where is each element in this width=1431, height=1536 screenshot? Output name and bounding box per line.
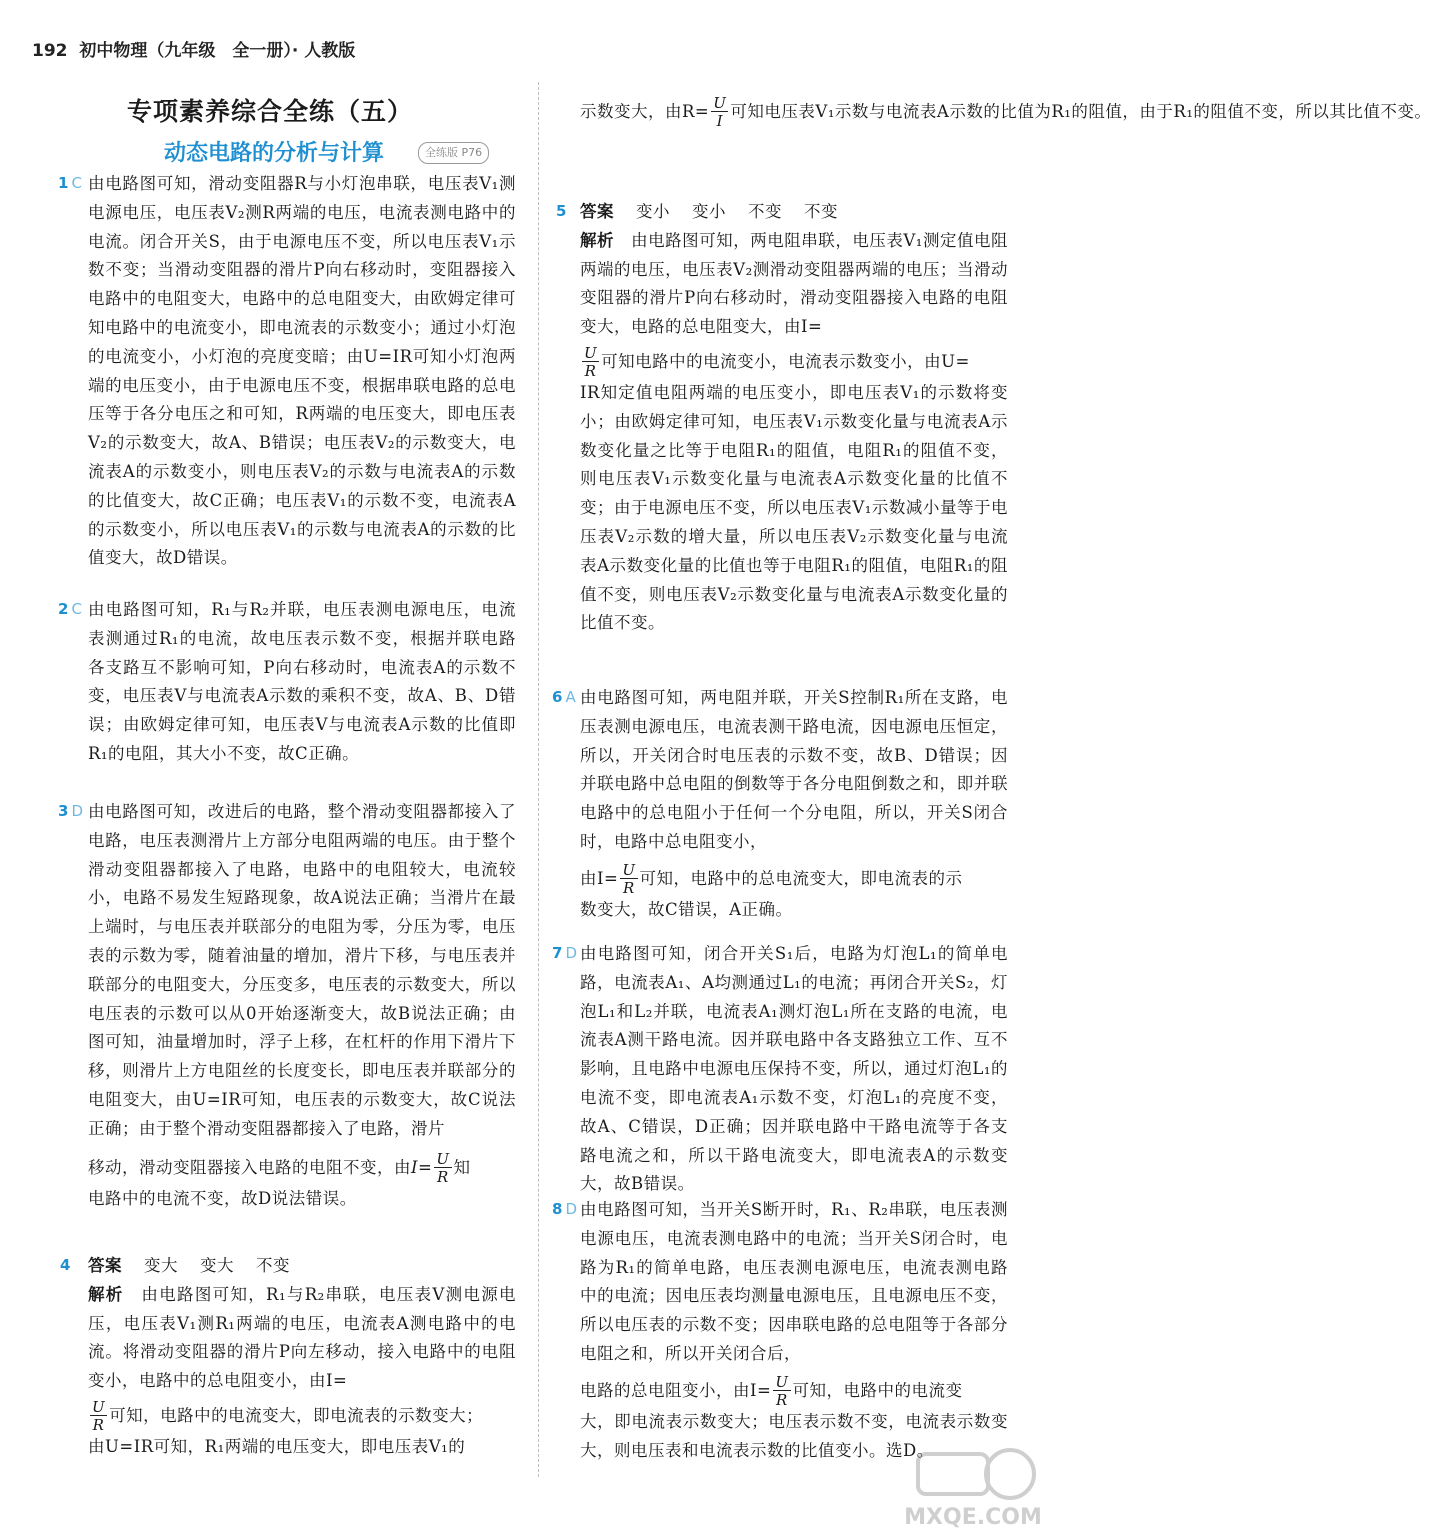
question-2-text: 由电路图可知，R₁与R₂并联，电压表测电源电压，电流表测通过R₁的电流，故电压表示数不变，根据并联电路各支路互不影响可知，P向右移动时，电流表A的示数不变，电压表V与电流表A示数的乘积不变，故A、B、D错误；由欧姆定律可知，电压表V与电流表A示数的比值即R₁的电阻，其大小不变，故C正确。 <box>88 600 516 763</box>
question-1-text: 由电路图可知，滑动变阻器R与小灯泡串联，电压表V₁测电源电压，电压表V₂测R两端的电压，电流表测电路中的电流。闭合开关S，由于电源电压不变，所以电压表V₁示数不变；当滑动变阻器的滑片P向右移动时，变阻器接入电路中的电阻变大，电路中的总电阻变大，由欧姆定律可知电路中的电流变小，即电流表的示数变小；通过小灯泡的电流变小，小灯泡的亮度变暗；由U=IR可知小灯泡两端的电压变小，由于电源电压不变，根据串联电路的总电压等于各分电压之和可知，R两端的电压变大，即电压表V₂的示数变大，故A、B错误；电压表V₂的示数变大，电流表A的示数变小，则电压表V₂的示数与电流表A的示数的比值变大，故C正确；电压表V₁的示数不变，电流表A的示数变小，所以电压表V₁的示数与电流表A的示数的比值变大，故D错误。 <box>88 174 516 568</box>
question-2-number: 2 C <box>58 600 82 618</box>
reference-badge: 全练版 P76 <box>418 142 489 164</box>
fraction-u-over-r: $\frac{U}{R}$ <box>775 1372 789 1409</box>
question-8-number: 8 D <box>552 1200 577 1218</box>
question-4-text: 答案 变大 变大 不变 解析 由电路图可知，R₁与R₂串联，电压表V测电源电压，电压表V₁测R₁两端的电压，电流表A测电路中的电流。将滑动变阻器的滑片P向左移动，接入电路中的电阻变小，电路中的总电阻变小，由I= $\frac{U}{R}$ 可知，电路中的电流变大，即电流表的示数变大； 由U=IR可知，R₁两端的电压变大，即电压表V₁的 <box>88 1252 516 1462</box>
fraction-u-over-r: $\frac{U}{R}$ <box>92 1397 106 1434</box>
book-title: 初中物理（九年级 全一册）· 人教版 <box>79 41 356 61</box>
column-divider <box>538 82 540 1477</box>
fraction-u-over-r: $\frac{U}{R}$ <box>584 343 598 380</box>
question-5-answers: 答案 变小 变小 不变 不变 <box>580 202 838 221</box>
page-number: 192 <box>32 41 68 61</box>
fraction-u-over-i: $\frac{U}{I}$ <box>713 94 727 130</box>
section-subtitle: 动态电路的分析与计算 <box>164 141 385 166</box>
question-6-number: 6 A <box>552 688 576 706</box>
fraction-u-over-r: $\frac{U}{R}$ <box>436 1149 450 1186</box>
question-6-text: 由电路图可知，两电阻并联，开关S控制R₁所在支路，电压表测电源电压，电流表测干路电流，因电源电压恒定，所以，开关闭合时电压表的示数不变，故B、D错误；因并联电路中总电阻的倒数等于各分电阻倒数之和，即并联电路中的总电阻小于任何一个分电阻，所以，开关S闭合时，电路中总电阻变小， 由I= $\frac{U}{R}$ 可知，电路中的总电流变大，即电流表的示 数变大，故C错误，A正确。 <box>580 688 1008 919</box>
question-7-text: 由电路图可知，闭合开关S₁后，电路为灯泡L₁的简单电路，电流表A₁、A均测通过L₁的电流；再闭合开关S₂，灯泡L₁和L₂并联，电流表A₁测灯泡L₁所在支路的电流，电流表A测干路电流。因并联电路中各支路独立工作、互不影响，且电路中电源电压保持不变，所以，通过灯泡L₁的电流不变，即电流表A₁示数不变，灯泡L₁的亮度不变，故A、C错误，D正确；因并联电路中干路电流等于各支路电流之和，所以干路电流变大，即电流表A的示数变大，故B错误。 <box>580 944 1008 1194</box>
question-4-continued: 示数变大，由R= $\frac{U}{I}$ 可知电压表V₁示数与电流表A示数的比值为R₁的阻值，由于R₁的阻值不变，所以其比值不变。 <box>580 94 1431 130</box>
question-3-number: 3 D <box>58 802 83 820</box>
watermark-text: MXQE.COM <box>904 1505 1042 1530</box>
page-header <box>32 36 355 66</box>
question-5-text: 答案 变小 变小 不变 不变 解析 由电路图可知，两电阻串联，电压表V₁测定值电阻两端的电压，电压表V₂测滑动变阻器两端的电压；当滑动变阻器的滑片P向右移动时，滑动变阻器接入电路的电阻变大，电路的总电阻变大，由I= $\frac{U}{R}$ 可知电路中的电流变小，电流表示数变小，由U= IR知定值电阻两端的电压变小，即电压表V₁的示数将变小；由欧姆定律可知，电压表V₁示数变化量与电流表A示数变化量之比等于电阻R₁的阻值，电阻R₁的阻值不变，则电压表V₁示数变化量与电流表A示数变化量的比值不变；由于电源电压不变，所以电压表V₁示数减小量等于电压表V₂示数的增大量，所以电压表V₂示数变化量与电流表A示数变化量的比值也等于电阻R₁的阻值，电阻R₁的阻值不变，则电压表V₂示数变化量与电流表A示数变化量的比值不变。 <box>580 198 1008 638</box>
question-8-text: 由电路图可知，当开关S断开时，R₁、R₂串联，电压表测电源电压，电流表测电路中的电流；当开关S闭合时，电路为R₁的简单电路，电压表测电源电压，电流表测电路中的电流；因电压表均测量电源电压，且电源电压不变，所以电压表的示数不变；因串联电路的总电阻等于各部分电阻之和，所以开关闭合后， 电路的总电阻变小，由I= $\frac{U}{R}$ 可知，电路中的电流变 大，即电流表示数变大；电压表示数不变，电流表示数变大，则电压表和电流表示数的比值变小。选D。 <box>580 1200 1008 1460</box>
fraction-u-over-r: $\frac{U}{R}$ <box>622 860 636 897</box>
question-3-text: 由电路图可知，改进后的电路，整个滑动变阻器都接入了电路，电压表测滑片上方部分电阻两端的电压。由于整个滑动变阻器都接入了电路，电路中的电阻较大，电流较小，电路不易发生短路现象，故A说法正确；当滑片在最上端时，与电压表并联部分的电阻为零，分压为零，电压表的示数为零，随着油量的增加，滑片下移，与电压表并联部分的电阻变大，分压变多，电压表的示数变大，所以电压表的示数可以从0开始逐渐变大，故B说法正确；由图可知，油量增加时，浮子上移，在杠杆的作用下滑片下移，则滑片上方电阻丝的长度变长，即电压表并联部分的电阻变大，由U=IR可知，电压表的示数变大，故C说法正确；由于整个滑动变阻器都接入了电路，滑片 移动，滑动变阻器接入电路的电阻不变，由I= $\frac{U}{R}$ 知 电路中的电流不变，故D说法错误。 <box>88 802 516 1208</box>
watermark-logo <box>898 1440 1048 1530</box>
question-7-number: 7 D <box>552 944 577 962</box>
question-4-answers: 答案 变大 变大 不变 <box>88 1256 290 1275</box>
question-5-number: 5 <box>556 202 567 220</box>
section-title: 专项素养综合全练（五） <box>126 97 413 126</box>
question-1-number: 1 C <box>58 174 82 192</box>
question-4-number: 4 <box>60 1256 71 1274</box>
